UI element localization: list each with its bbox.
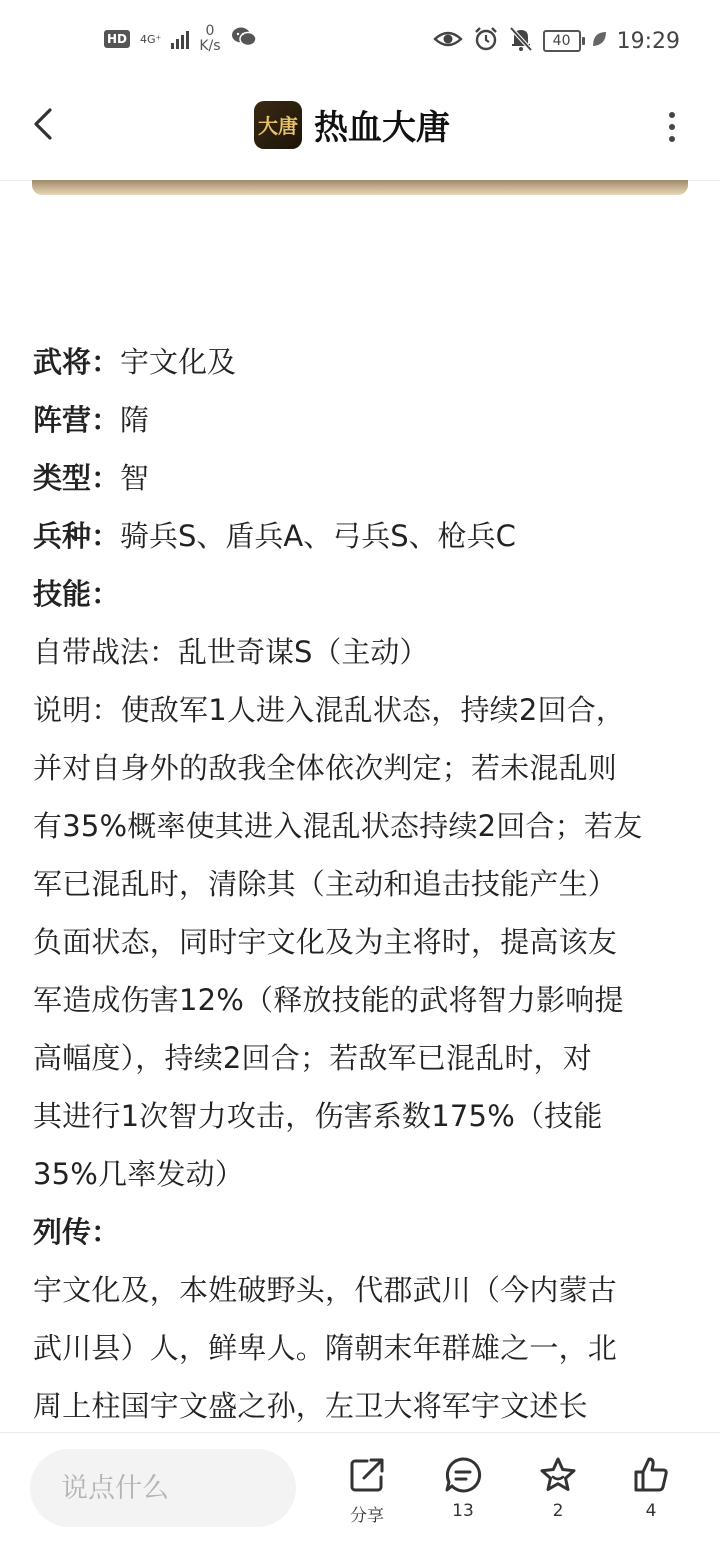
field-label: 武将： bbox=[33, 345, 121, 379]
signal-icon bbox=[171, 29, 189, 49]
chevron-left-icon bbox=[26, 104, 62, 144]
like-count: 4 bbox=[645, 1501, 657, 1521]
header-title-group[interactable] bbox=[254, 100, 450, 149]
page-title: 热血大唐 bbox=[314, 108, 450, 148]
app-logo bbox=[254, 101, 302, 149]
wechat-icon bbox=[231, 26, 257, 52]
skill-desc-line: 其进行1次智力攻击，伤害系数175%（技能 bbox=[33, 1099, 603, 1133]
status-right bbox=[433, 26, 680, 56]
share-icon bbox=[347, 1455, 387, 1495]
app-logo-text: 大唐 bbox=[258, 114, 298, 138]
field-value: 隋 bbox=[120, 403, 150, 437]
favorite-count: 2 bbox=[552, 1501, 564, 1521]
comment-button[interactable] bbox=[433, 1455, 493, 1521]
leaf-icon bbox=[591, 30, 607, 52]
field-label: 阵营： bbox=[33, 403, 121, 437]
star-icon bbox=[538, 1455, 578, 1495]
field-value: 智 bbox=[120, 461, 150, 495]
field-faction bbox=[33, 391, 693, 449]
network-speed bbox=[199, 24, 220, 54]
app-header bbox=[0, 84, 720, 181]
field-label: 类型： bbox=[33, 461, 121, 495]
bio-line: 武川县）人，鲜卑人。隋朝末年群雄之一，北 bbox=[33, 1331, 618, 1365]
mute-icon bbox=[509, 26, 533, 56]
share-label: 分享 bbox=[350, 1506, 384, 1526]
skill-desc-line: 负面状态，同时宇文化及为主将时，提高该友 bbox=[33, 925, 618, 959]
alarm-icon bbox=[473, 26, 499, 56]
skill-desc-line: 说明：使敌军1人进入混乱状态，持续2回合， bbox=[33, 693, 626, 727]
back-button[interactable] bbox=[26, 104, 62, 144]
field-label: 兵种： bbox=[33, 519, 121, 553]
comment-icon bbox=[443, 1455, 483, 1495]
section-heading: 列传： bbox=[33, 1215, 121, 1249]
like-button[interactable] bbox=[621, 1455, 681, 1521]
skill-desc-line: 有35%概率使其进入混乱状态持续2回合；若友 bbox=[33, 809, 643, 843]
clock: 19:29 bbox=[616, 28, 680, 54]
field-value: 宇文化及 bbox=[120, 345, 237, 379]
field-troops bbox=[33, 507, 693, 565]
more-dot-icon bbox=[669, 124, 675, 130]
more-dot-icon bbox=[669, 112, 675, 118]
more-dot-icon bbox=[669, 136, 675, 142]
skill-desc-line: 并对自身外的敌我全体依次判定；若未混乱则 bbox=[33, 751, 618, 785]
skill-desc-line: 军造成伤害12%（释放技能的武将智力影响提 bbox=[33, 983, 624, 1017]
bottom-action-bar bbox=[0, 1432, 720, 1541]
article-image-bottom-edge[interactable] bbox=[32, 180, 688, 195]
more-options-button[interactable] bbox=[668, 112, 676, 142]
share-button[interactable] bbox=[337, 1455, 397, 1526]
bio-line: 宇文化及，本姓破野头，代郡武川（今内蒙古 bbox=[33, 1273, 618, 1307]
article-body bbox=[33, 333, 693, 1435]
battery-icon: 40 bbox=[543, 30, 581, 52]
skill-name: 自带战法：乱世奇谋S（主动） bbox=[33, 635, 429, 669]
status-left bbox=[104, 24, 257, 54]
speed-value: 0 bbox=[205, 23, 215, 39]
comment-input[interactable] bbox=[30, 1449, 296, 1527]
network-type: 4G⁺ bbox=[140, 32, 162, 46]
thumbs-up-icon bbox=[631, 1455, 671, 1495]
eye-icon bbox=[433, 29, 463, 53]
field-value: 骑兵S、盾兵A、弓兵S、枪兵C bbox=[120, 519, 516, 553]
skill-desc-line: 35%几率发动） bbox=[33, 1157, 245, 1191]
bio-heading bbox=[33, 1203, 693, 1261]
comment-count: 13 bbox=[452, 1501, 474, 1521]
skill-desc-line: 高幅度），持续2回合；若敌军已混乱时，对 bbox=[33, 1041, 592, 1075]
favorite-button[interactable] bbox=[528, 1455, 588, 1521]
bio-line: 周上柱国宇文盛之孙，左卫大将军宇文述长 bbox=[33, 1389, 588, 1423]
skill-desc-line: 军已混乱时，清除其（主动和追击技能产生） bbox=[33, 867, 618, 901]
section-heading: 技能： bbox=[33, 577, 121, 611]
status-bar bbox=[0, 0, 720, 84]
hd-badge: HD bbox=[104, 30, 130, 48]
skill-heading bbox=[33, 565, 693, 623]
field-general bbox=[33, 333, 693, 391]
speed-unit: K/s bbox=[199, 38, 221, 54]
field-type bbox=[33, 449, 693, 507]
